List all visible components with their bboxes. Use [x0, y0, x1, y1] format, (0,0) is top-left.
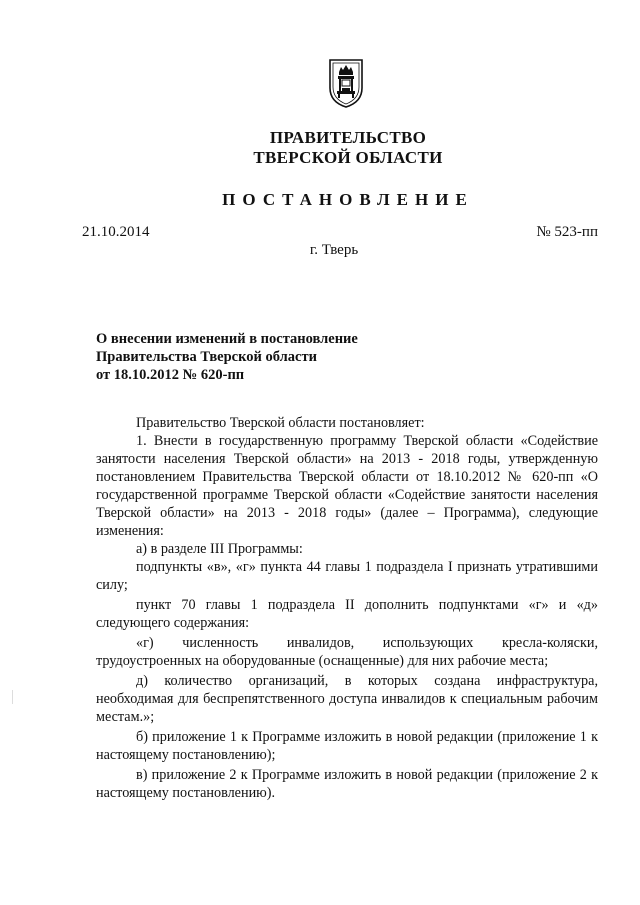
body-paragraph-2: 1. Внести в государственную программу Тверской области «Содействие занятости населения Тверской области» на 2013 - 2018 годы, утвержденную постановлением Правительства Тверской области от 18.10.2012 № 620-пп «О государственной программе Тверской области «Содействие занятости населения Тверской области» на 2013 - 2018 годы» (далее – Программа), следующие изменения: — [96, 433, 598, 539]
subject-line1: О внесении изменений в постановление — [96, 331, 358, 347]
body-paragraph-6: «г) численность инвалидов, использующих кресла-коляски, трудоустроенных на оборудованные (оснащенные) для них рабочие места; — [96, 635, 598, 669]
document-subject — [96, 330, 358, 384]
document-type: ПОСТАНОВЛЕНИЕ — [222, 190, 474, 209]
subject-line3: от 18.10.2012 № 620-пп — [96, 367, 245, 383]
body-paragraph-7: д) количество организаций, в которых создана инфраструктура, необходимая для беспрепятственного доступа инвалидов к специальным рабочим местам.»; — [96, 673, 598, 725]
government-name-line2: ТВЕРСКОЙ ОБЛАСТИ — [253, 148, 443, 167]
coat-of-arms-icon — [328, 58, 364, 108]
body-paragraph-9: в) приложение 2 к Программе изложить в новой редакции (приложение 2 к настоящему постановлению). — [96, 767, 598, 801]
body-paragraph-8: б) приложение 1 к Программе изложить в новой редакции (приложение 1 к настоящему постановлению); — [96, 729, 598, 763]
scan-mark — [12, 690, 13, 704]
document-date: 21.10.2014 — [82, 224, 150, 240]
body-paragraph-1: Правительство Тверской области постановляет: — [136, 415, 425, 431]
document-number: № 523-пп — [536, 224, 598, 240]
body-paragraph-5: пункт 70 главы 1 подраздела II дополнить подпунктами «г» и «д» следующего содержания: — [96, 597, 598, 631]
government-name-line1: ПРАВИТЕЛЬСТВО — [269, 128, 427, 147]
subject-line2: Правительства Тверской области — [96, 349, 317, 365]
document-city: г. Тверь — [309, 242, 359, 258]
body-paragraph-4: подпункты «в», «г» пункта 44 главы 1 подраздела I признать утратившими силу; — [96, 559, 598, 593]
document-body — [96, 414, 598, 802]
body-paragraph-3: а) в разделе III Программы: — [136, 541, 303, 557]
